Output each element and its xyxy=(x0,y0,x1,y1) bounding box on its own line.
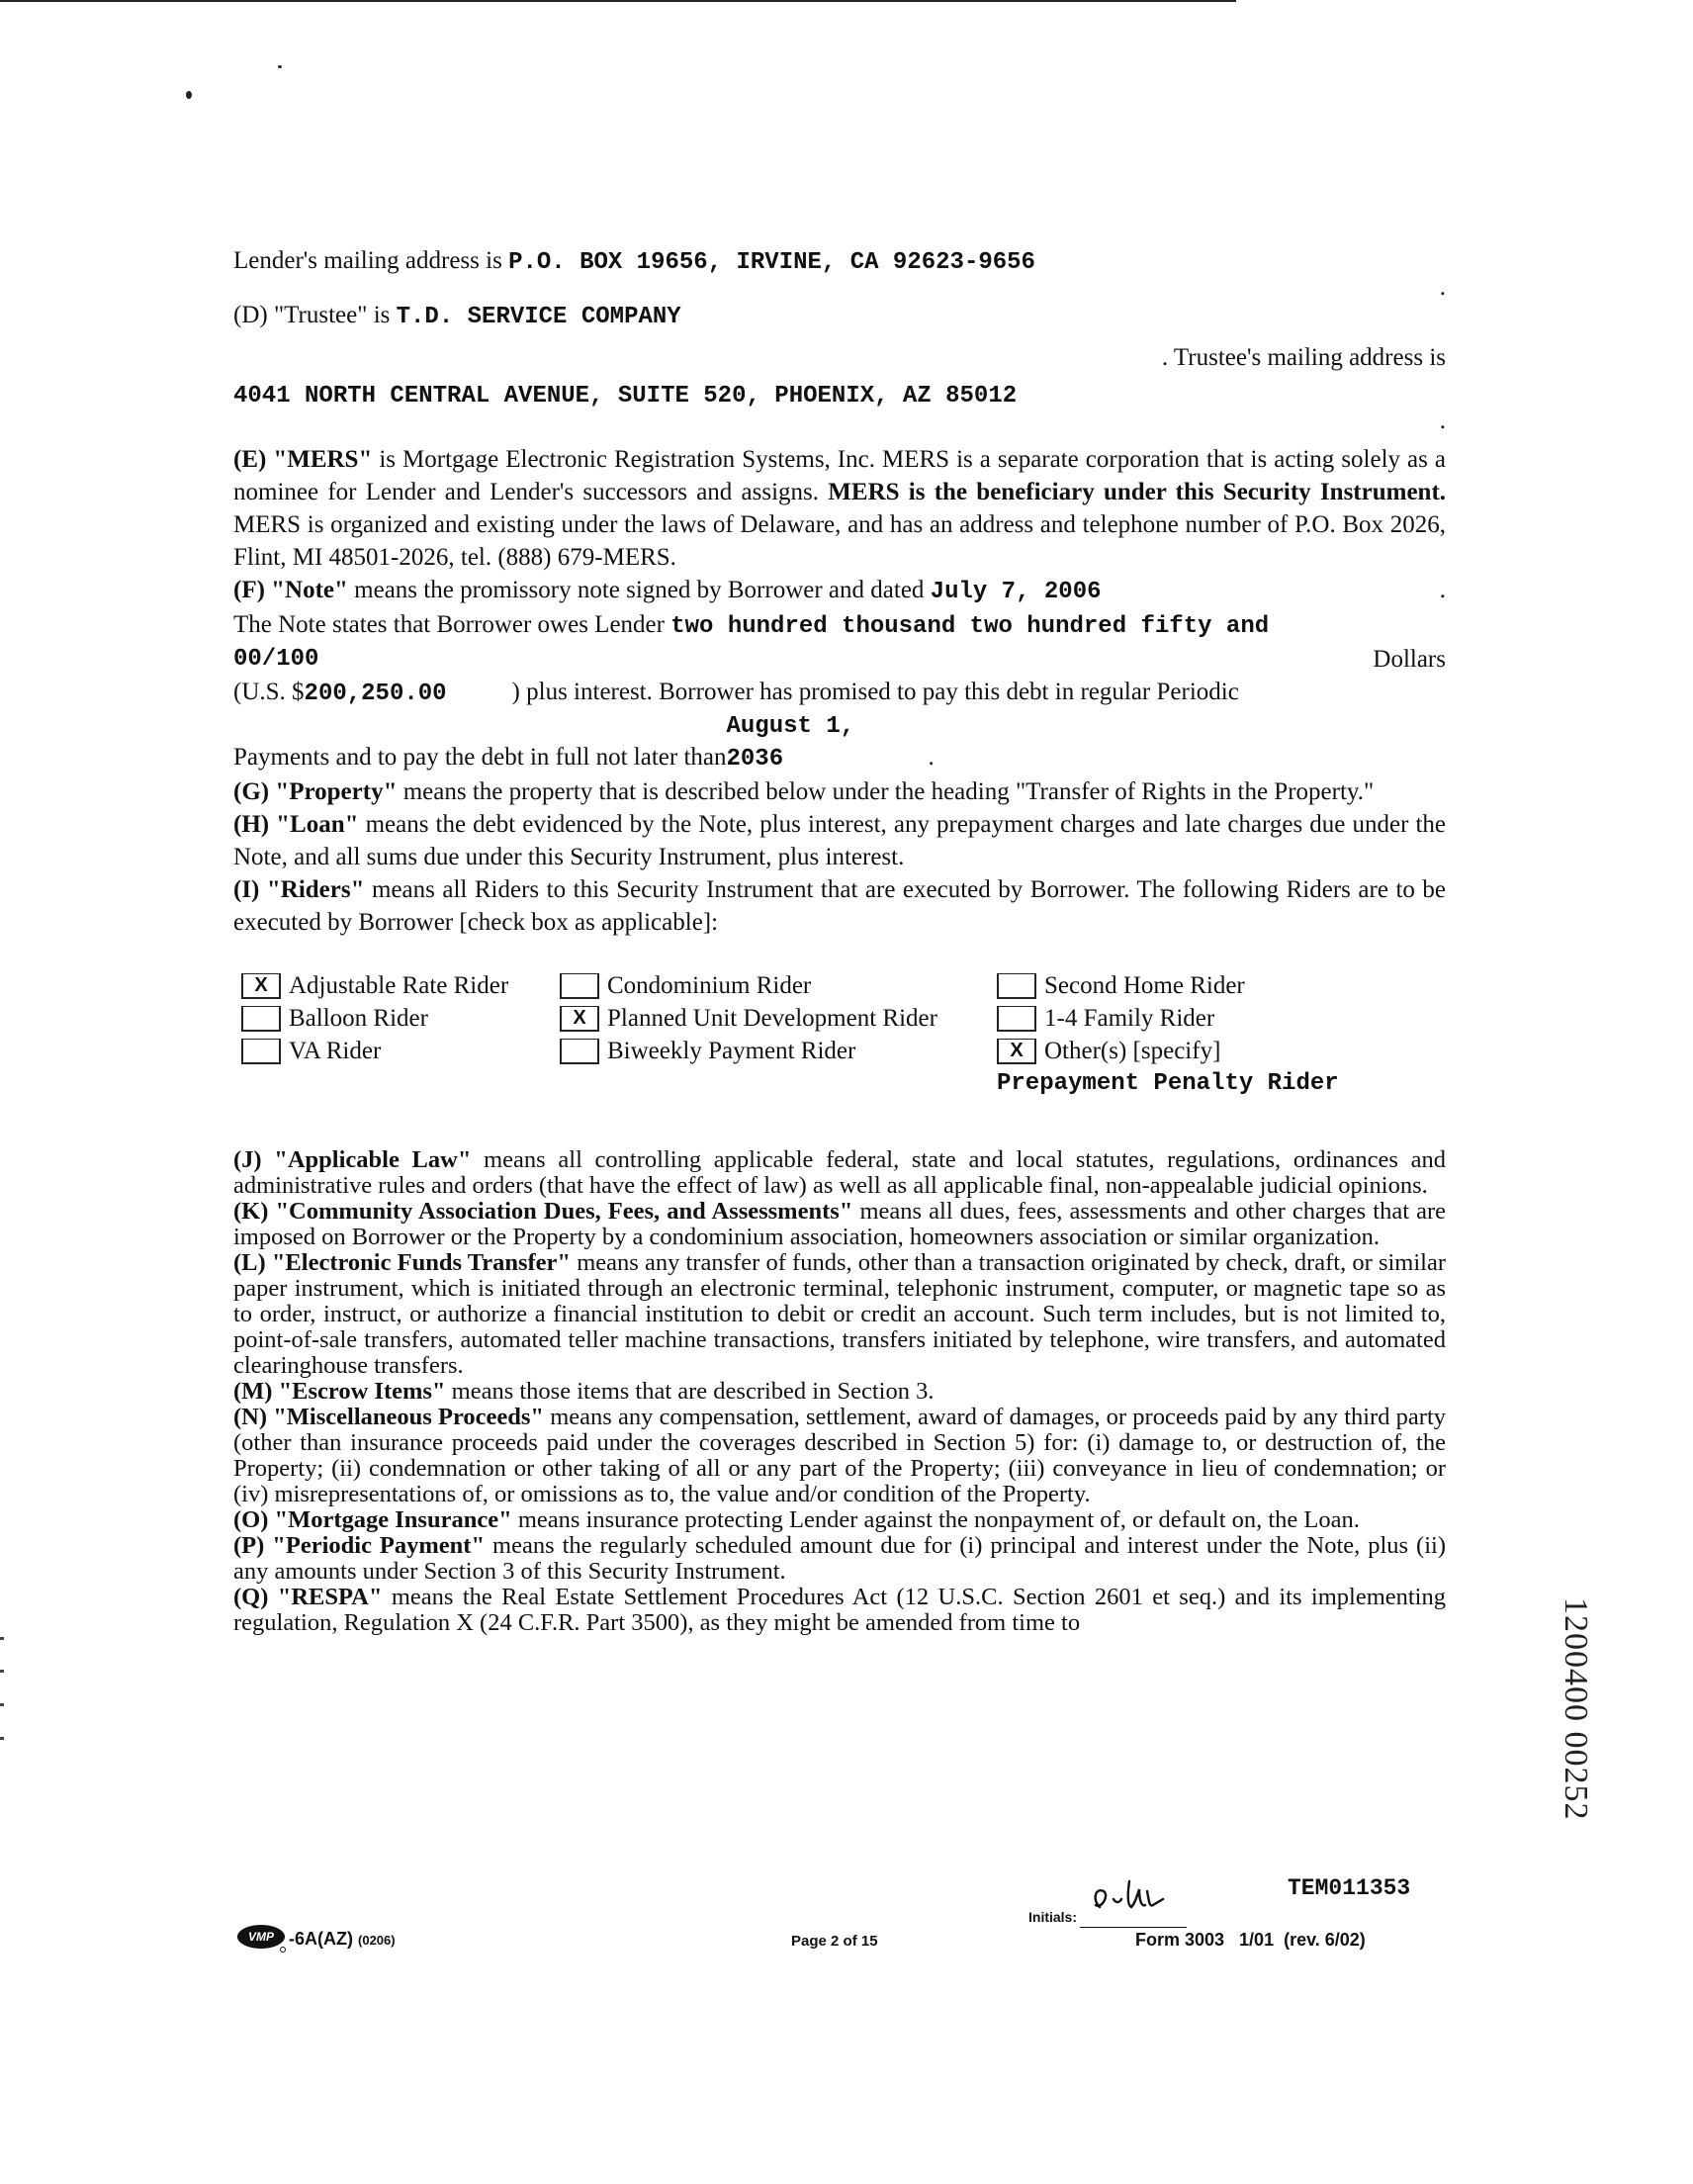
definition-term: (H) "Loan" xyxy=(233,811,359,838)
definition-text: is Mortgage Electronic Registration Systems, Inc. MERS is a separate corporation that is acting solely as a nominee for Lender and Lender's successors and assigns. xyxy=(233,446,1446,505)
definition-text: means those items that are described in Section 3. xyxy=(451,1378,935,1405)
end-dot: . xyxy=(1439,577,1446,603)
definition-term: (K) "Community Association Dues, Fees, and Assessments" xyxy=(233,1198,853,1225)
definitions-lower xyxy=(233,1147,1446,1636)
definition-text: means all dues, fees, assessments and other charges that are imposed on Borrower or the Property by a condominium association, homeowners association or similar organization. xyxy=(233,1198,1446,1250)
rider-label: Balloon Rider xyxy=(289,1005,428,1032)
form-number: Form 3003 1/01 (rev. 6/02) xyxy=(1135,1930,1366,1950)
definition-term: (E) "MERS" xyxy=(233,446,373,473)
rider-label: Other(s) [specify] xyxy=(1044,1038,1221,1064)
definition-text: means insurance protecting Lender against the nonpayment of, or default on, the Loan. xyxy=(517,1506,1360,1533)
rider-other-specify xyxy=(997,1067,1339,1100)
definition-mortgage-insurance xyxy=(233,1507,1446,1533)
rider-label: VA Rider xyxy=(289,1038,382,1064)
note-date: July 7, 2006 xyxy=(930,579,1102,605)
definition-text: means the promissory note signed by Borrower and dated xyxy=(354,577,925,603)
definition-respa xyxy=(233,1585,1446,1636)
definition-term: (N) "Miscellaneous Proceeds" xyxy=(233,1404,545,1430)
definitions-upper xyxy=(233,443,1446,939)
rider-column-2 xyxy=(560,969,937,1067)
scan-speck xyxy=(186,91,192,99)
trustee-line xyxy=(233,299,1446,333)
rider-checkbox[interactable] xyxy=(997,973,1036,999)
note-us-amount-line xyxy=(233,676,1446,710)
trustee-mailing-label: . Trustee's mailing address is xyxy=(1161,344,1446,371)
rider-checkbox[interactable]: X xyxy=(241,973,281,999)
rider-checkbox[interactable] xyxy=(997,1006,1036,1032)
scan-speck xyxy=(278,65,282,68)
definition-term: (G) "Property" xyxy=(233,778,398,805)
trustee-lead: (D) "Trustee" is xyxy=(233,302,391,328)
scan-edge-mark xyxy=(0,1670,4,1673)
scan-edge-mark xyxy=(0,1703,4,1706)
rider-checkbox[interactable] xyxy=(560,1039,599,1064)
definition-text: The Note states that Borrower owes Lender xyxy=(233,611,665,638)
definition-term: (J) "Applicable Law" xyxy=(233,1146,472,1173)
rider-second-home xyxy=(997,969,1339,1002)
definition-term: (O) "Mortgage Insurance" xyxy=(233,1506,512,1533)
lender-trustee-block xyxy=(233,244,1446,434)
rider-va xyxy=(241,1035,508,1067)
rider-other-value: Prepayment Penalty Rider xyxy=(997,1070,1339,1097)
rider-label: 1-4 Family Rider xyxy=(1044,1005,1215,1032)
lender-address-line xyxy=(233,244,1446,279)
definition-text: ) plus interest. Borrower has promised to pay this debt in regular Periodic xyxy=(511,679,1239,705)
definition-text: Payments and to pay the debt in full not later than xyxy=(233,744,727,771)
rider-checkbox[interactable]: X xyxy=(560,1006,599,1032)
vmp-logo-text: VMP xyxy=(247,1930,275,1944)
initials-line xyxy=(1080,1927,1187,1928)
lender-address: P.O. BOX 19656, IRVINE, CA 92623-9656 xyxy=(508,249,1035,276)
note-due-date: August 1, 2036 xyxy=(726,713,855,773)
scan-edge-mark xyxy=(0,1737,4,1740)
us-prefix: (U.S. $ xyxy=(233,679,305,705)
rider-column-1 xyxy=(241,969,508,1067)
rider-balloon xyxy=(241,1002,508,1035)
definition-text: means all Riders to this Security Instrument that are executed by Borrower. The following Riders are to be executed by Borrower [check box as applicable]: xyxy=(233,876,1446,936)
trustee-name: T.D. SERVICE COMPANY xyxy=(396,304,681,330)
lender-address-label: Lender's mailing address is xyxy=(233,247,502,274)
definition-term: (I) "Riders" xyxy=(233,876,365,903)
handwritten-initials xyxy=(1088,1869,1236,1919)
definition-miscellaneous-proceeds xyxy=(233,1405,1446,1507)
definition-electronic-funds-transfer xyxy=(233,1250,1446,1379)
definition-property xyxy=(233,775,1446,808)
definition-riders xyxy=(233,873,1446,939)
definition-loan xyxy=(233,808,1446,873)
form-code-line xyxy=(289,1929,396,1950)
rider-adjustable-rate xyxy=(241,969,508,1002)
definition-text: means the debt evidenced by the Note, plus interest, any prepayment charges and late charges due under the Note, and all sums due under this Security Instrument, plus interest. xyxy=(233,811,1446,870)
rider-label: Biweekly Payment Rider xyxy=(607,1038,856,1064)
end-dot: . xyxy=(928,744,935,771)
end-dot: . xyxy=(1439,408,1446,434)
end-dot: . xyxy=(1439,274,1446,301)
form-revision: (0206) xyxy=(358,1933,396,1948)
rider-biweekly-payment xyxy=(560,1035,937,1067)
definition-text: means the regularly scheduled amount due for (i) principal and interest under the Note, plus (ii) any amounts under Section 3 of this Security Instrument. xyxy=(233,1532,1446,1585)
definition-community-association-dues xyxy=(233,1199,1446,1250)
definition-term: (Q) "RESPA" xyxy=(233,1584,383,1610)
rider-checkbox[interactable]: X xyxy=(997,1039,1036,1064)
rider-1-4-family xyxy=(997,1002,1339,1035)
definition-text: MERS is organized and existing under the laws of Delaware, and has an address and telephone number of P.O. Box 2026, Flint, MI 48501-2026, tel. (888) 679-MERS. xyxy=(233,511,1446,571)
note-due-line xyxy=(233,710,1446,775)
rider-checkbox[interactable] xyxy=(241,1039,281,1064)
definition-escrow-items xyxy=(233,1379,1446,1405)
note-amount: 200,250.00 xyxy=(304,681,447,707)
margin-document-number: 1200400 00252 xyxy=(1558,1597,1594,1821)
definition-periodic-payment xyxy=(233,1533,1446,1585)
rider-planned-unit-development xyxy=(560,1002,937,1035)
definition-mers xyxy=(233,443,1446,574)
form-code: -6A(AZ) xyxy=(289,1929,353,1949)
initials-label: Initials: xyxy=(1028,1909,1078,1925)
trustee-address: 4041 NORTH CENTRAL AVENUE, SUITE 520, PHOENIX, AZ 85012 xyxy=(233,383,1018,410)
definition-bold-text: MERS is the beneficiary under this Security Instrument. xyxy=(828,479,1447,505)
rider-other xyxy=(997,1035,1339,1067)
rider-label: Adjustable Rate Rider xyxy=(289,972,509,999)
note-amount-words: two hundred thousand two hundred fifty and xyxy=(670,613,1270,640)
rider-label: Planned Unit Development Rider xyxy=(607,1005,937,1032)
rider-checkbox[interactable] xyxy=(560,973,599,999)
rider-label: Second Home Rider xyxy=(1044,972,1245,999)
note-amount-cents: 00/100 xyxy=(233,646,319,673)
scan-edge-mark xyxy=(0,1637,4,1640)
dollars-label: Dollars xyxy=(1373,646,1446,673)
definition-text: means the Real Estate Settlement Procedures Act (12 U.S.C. Section 2601 et seq.) and its implementing regulation, Regulation X (24 C.F.R. Part 3500), as they might be amended from time to xyxy=(233,1584,1446,1636)
definition-text: means any transfer of funds, other than a transaction originated by check, draft, or similar paper instrument, which is initiated through an electronic terminal, telephonic instrument, computer, or magnetic tape so as to order, instruct, or authorize a financial institution to debit or credit an account. Such term includes, but is not limited to, point-of-sale transfers, automated teller machine transactions, transfers initiated by telephone, wire transfers, and automated clearinghouse transfers. xyxy=(233,1249,1447,1379)
definition-text: means any compensation, settlement, award of damages, or proceeds paid by any third party (other than insurance proceeds paid under the coverages described in Section 5) for: (i) damage to, or destruction of, the Property; (ii) condemnation or other taking of all or any part of the Property; (iii) conveyance in lieu of condemnation; or (iv) misrepresentations of, or omissions as to, the value and/or condition of the Property. xyxy=(233,1404,1446,1507)
definition-term: (P) "Periodic Payment" xyxy=(233,1532,486,1559)
definition-text: means the property that is described below under the heading "Transfer of Rights in the Property." xyxy=(402,778,1375,805)
definition-term: (M) "Escrow Items" xyxy=(233,1378,446,1405)
trustee-address-line xyxy=(233,378,1446,412)
rider-condominium xyxy=(560,969,937,1002)
definition-note xyxy=(233,574,1446,608)
loan-id: TEM011353 xyxy=(1288,1875,1411,1901)
definition-term: (L) "Electronic Funds Transfer" xyxy=(233,1249,572,1276)
definition-term: (F) "Note" xyxy=(233,577,348,603)
top-border-line xyxy=(0,0,1236,2)
definition-applicable-law xyxy=(233,1147,1446,1199)
note-cents-line xyxy=(233,643,1446,676)
rider-checkbox[interactable] xyxy=(241,1006,281,1032)
rider-label: Condominium Rider xyxy=(607,972,812,999)
page-number: Page 2 of 15 xyxy=(791,1933,878,1950)
rider-column-3 xyxy=(997,969,1339,1100)
vmp-logo xyxy=(233,1923,293,1953)
note-amount-line xyxy=(233,608,1446,643)
definition-text: means all controlling applicable federal, state and local statutes, regulations, ordinances and administrative rules and orders (that have the effect of law) as well as all applicable final, non-appealable judicial opinions. xyxy=(233,1146,1447,1199)
